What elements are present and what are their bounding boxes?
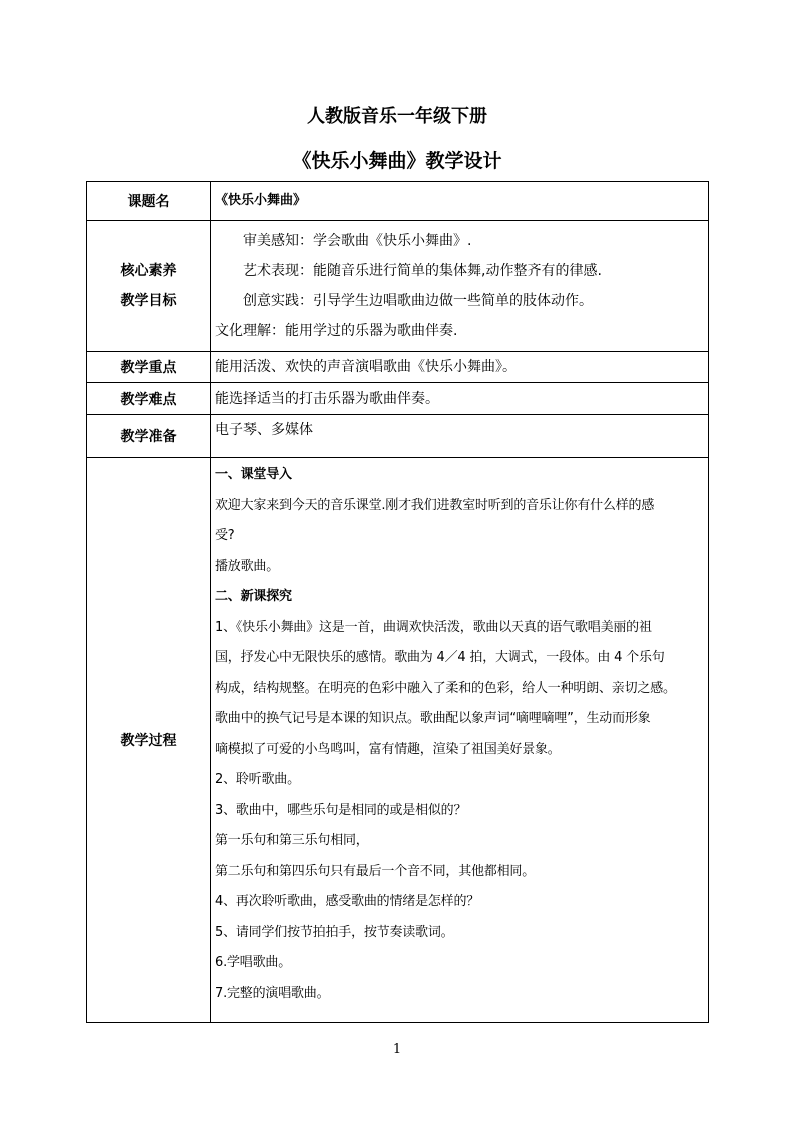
process-line: 5、请同学们按节拍拍手，按节奏读歌词。 bbox=[215, 924, 454, 940]
process-line: 7.完整的演唱歌曲。 bbox=[215, 985, 330, 1001]
process-line: 4、再次聆听歌曲，感受歌曲的情绪是怎样的？ bbox=[215, 894, 480, 909]
lesson-plan-table bbox=[86, 181, 709, 1023]
process-line: 6.学唱歌曲。 bbox=[215, 955, 292, 970]
process-line: 嘀模拟了可爱的小鸟鸣叫，富有情趣，渲染了祖国美好景象。 bbox=[215, 741, 561, 757]
topic-cell bbox=[211, 182, 709, 221]
key-points-cell bbox=[211, 352, 709, 383]
objective-creative: 创意实践：引导学生边唱歌曲边做一些简单的肢体动作。 bbox=[243, 293, 593, 309]
objective-culture: 文化理解：能用学过的乐器为歌曲伴奏. bbox=[215, 323, 458, 339]
process-line: 第一乐句和第三乐句相同， bbox=[215, 833, 369, 848]
process-line: 2、聆听歌曲。 bbox=[215, 772, 300, 787]
process-line: 1、《快乐小舞曲》这是一首，曲调欢快活泼，歌曲以天真的语气歌唱美丽的祖 bbox=[215, 619, 652, 635]
process-label: 教学过程 bbox=[87, 458, 211, 1023]
section-new-lesson-heading: 二、新课探究 bbox=[215, 589, 292, 604]
key-points-label: 教学重点 bbox=[87, 352, 211, 383]
difficulties-label: 教学难点 bbox=[87, 383, 211, 415]
table-row-key-points bbox=[87, 352, 709, 383]
table-row-topic bbox=[87, 182, 709, 221]
topic-label: 课题名 bbox=[87, 182, 211, 221]
process-line: 播放歌曲。 bbox=[215, 558, 280, 574]
objectives-label bbox=[87, 221, 211, 352]
document-title: 人教版音乐一年级下册 bbox=[307, 106, 487, 127]
table-row-process bbox=[87, 458, 709, 1023]
process-line: 第二乐句和第四乐句只有最后一个音不同，其他都相同。 bbox=[215, 863, 536, 879]
key-points-value: 能用活泼、欢快的声音演唱歌曲《快乐小舞曲》。 bbox=[215, 359, 516, 375]
preparation-label: 教学准备 bbox=[87, 415, 211, 458]
page-number: 1 bbox=[392, 1042, 402, 1057]
process-line: 受? bbox=[215, 528, 235, 543]
objective-aesthetic: 审美感知：学会歌曲《快乐小舞曲》. bbox=[243, 233, 472, 249]
process-line: 歌曲中的换气记号是本课的知识点。歌曲配以象声词“嘀哩嘀哩”，生动而形象 bbox=[215, 711, 651, 726]
table-row-preparation bbox=[87, 415, 709, 458]
topic-value: 《快乐小舞曲》 bbox=[215, 193, 307, 208]
difficulties-cell bbox=[211, 383, 709, 415]
table-row-difficulties bbox=[87, 383, 709, 415]
preparation-value: 电子琴、多媒体 bbox=[215, 422, 313, 438]
objectives-cell bbox=[211, 221, 709, 352]
table-row-objectives bbox=[87, 221, 709, 352]
process-line: 国，抒发心中无限快乐的感情。歌曲为 4／4 拍，大调式，一段体。由 4 个乐句 bbox=[215, 650, 665, 665]
objectives-label-line2: 教学目标 bbox=[120, 293, 177, 309]
process-line: 3、歌曲中，哪些乐句是相同的或是相似的？ bbox=[215, 802, 467, 818]
objective-expression: 艺术表现：能随音乐进行简单的集体舞,动作整齐有的律感. bbox=[243, 263, 602, 279]
preparation-cell bbox=[211, 415, 709, 458]
process-line: 欢迎大家来到今天的音乐课堂.刚才我们进教室时听到的音乐让你有什么样的感 bbox=[215, 497, 655, 513]
document-subtitle: 《快乐小舞曲》教学设计 bbox=[292, 150, 502, 172]
objectives-label-line1: 核心素养 bbox=[120, 263, 177, 279]
process-cell bbox=[211, 458, 709, 1023]
difficulties-value: 能选择适当的打击乐器为歌曲伴奏。 bbox=[215, 390, 439, 407]
process-line: 构成，结构规整。在明亮的色彩中融入了柔和的色彩，给人一种明朗、亲切之感。 bbox=[215, 680, 676, 696]
section-intro-heading: 一、课堂导入 bbox=[215, 467, 292, 482]
